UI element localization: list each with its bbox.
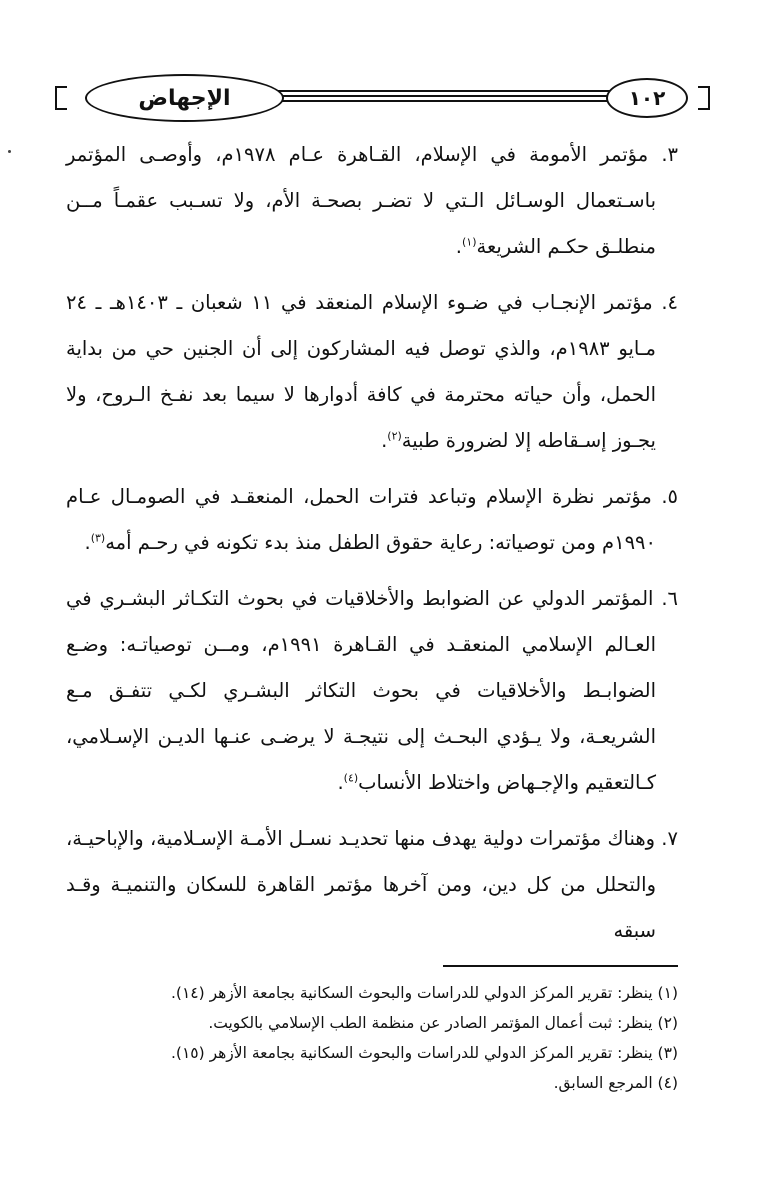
list-item: ٣. مؤتمر الأمومة في الإسلام، القـاهرة عـام ١٩٧٨م، وأوصـى المؤتمر باسـتعمال الوسـائل الـتي لا تضـر بصحـة الأم، ولا تسـبب عقمـاً مــن منطلـق حكـم الشريعة$^{(١)}$. (66, 143, 678, 258)
footnote-ref: (١) (462, 235, 477, 249)
item-text: مؤتمر نظرة الإسلام وتباعد فترات الحمل، المنعقـد في الصومـال عـام ١٩٩٠م ومن توصياته: رعاية حقوق الطفل منذ بدء تكونه في رحـم أمه (66, 485, 656, 554)
footnote-separator (443, 965, 678, 967)
item-text: مؤتمر الأمومة في الإسلام، القـاهرة عـام ١٩٧٨م، وأوصـى المؤتمر باسـتعمال الوسـائل الـتي لا تضـر بصحـة الأم، ولا تسـبب عقمـاً مــن منطلـق حكـم الشريعة (66, 143, 656, 258)
footnote: (٢) ينظر: ثبت أعمال المؤتمر الصادر عن منظمة الطب الإسلامي بالكويت. (208, 1014, 678, 1032)
footnote-ref: (٤) (343, 771, 359, 785)
footnote-ref: (٣) (90, 531, 106, 545)
list-item: ٦. المؤتمر الدولي عن الضوابط والأخلاقيات في بحوث التكـاثر البشـري في العـالم الإسلامي المنعقـد في القـاهرة ١٩٩١م، ومــن توصياتـه: وضـع الضوابـط والأخلاقيات في بحوث التكاثر البشـري لكـي تتفـق مـع الشريعـة، ولا يـؤدي البحـث إلى نتيجـة لا يرضـى عنـها الديـن الإسـلامي، كـالتعقيم والإجـهاض واختلاط الأنساب$^{(٤)}$. (66, 587, 679, 794)
body-text (66, 132, 678, 964)
item-number: ٤. (661, 291, 678, 314)
item-text: مؤتمر الإنجـاب في ضـوء الإسلام المنعقد في ١١ شعبان ـ ١٤٠٣هـ ـ ٢٤ مـايو ١٩٨٣م، والذي توصل فيه المشاركون إلى أن الجنين حي من بداية الحمل، وأن حياته محترمة في كافة أدوارها لا سيما بعد نفـخ الـروح، ولا يجـوز إسـقاطه إلا لضرورة طبية (66, 291, 656, 452)
footnote-ref: (٢) (387, 429, 402, 443)
item-text: المؤتمر الدولي عن الضوابط والأخلاقيات في بحوث التكـاثر البشـري في العـالم الإسلامي المنعقـد في القـاهرة ١٩٩١م، ومــن توصياتـه: وضـع الضوابـط والأخلاقيات في بحوث التكاثر البشـري لكـي تتفـق مـع الشريعـة، ولا يـؤدي البحـث إلى نتيجـة لا يرضـى عنـها الديـن الإسـلامي، كـالتعقيم والإجـهاض واختلاط الأنساب (66, 587, 656, 794)
chapter-title-oval (85, 74, 284, 122)
chapter-title: الإجهاض (138, 85, 231, 111)
footnote: (٤) المرجع السابق. (553, 1074, 678, 1092)
list-item: ٥. مؤتمر نظرة الإسلام وتباعد فترات الحمل، المنعقـد في الصومـال عـام ١٩٩٠م ومن توصياته: رعاية حقوق الطفل منذ بدء تكونه في رحـم أمه$^{(٣)}$. (66, 485, 678, 554)
item-number: ٣. (661, 143, 678, 166)
scan-mark (8, 150, 11, 153)
page-header (55, 72, 710, 124)
item-text: وهناك مؤتمرات دولية يهدف منها تحديـد نسـل الأمـة الإسـلامية، والإباحيـة، والتحلل من كل دين، ومن آخرها مؤتمر القاهرة للسكان والتنميـة وقـد سبقه (66, 827, 656, 942)
list-item (66, 816, 678, 954)
header-bracket-left (55, 86, 67, 110)
page-number-oval (606, 78, 688, 118)
header-bracket-right (698, 86, 710, 110)
page-number: ١٠٢ (628, 86, 666, 110)
footnote: (٣) ينظر: تقرير المركز الدولي للدراسات والبحوث السكانية بجامعة الأزهر (١٥). (170, 1044, 678, 1062)
footnotes (120, 978, 678, 1098)
item-number: ٦. (661, 587, 679, 610)
list-item: ٤. مؤتمر الإنجـاب في ضـوء الإسلام المنعقد في ١١ شعبان ـ ١٤٠٣هـ ـ ٢٤ مـايو ١٩٨٣م، والذي توصل فيه المشاركون إلى أن الجنين حي من بداية الحمل، وأن حياته محترمة في كافة أدوارها لا سيما بعد نفـخ الـروح، ولا يجـوز إسـقاطه إلا لضرورة طبية$^{(٢)}$. (66, 291, 678, 452)
item-number: ٧. (661, 827, 678, 850)
item-number: ٥. (661, 485, 678, 508)
footnote: (١) ينظر: تقرير المركز الدولي للدراسات والبحوث السكانية بجامعة الأزهر (١٤). (170, 984, 678, 1002)
